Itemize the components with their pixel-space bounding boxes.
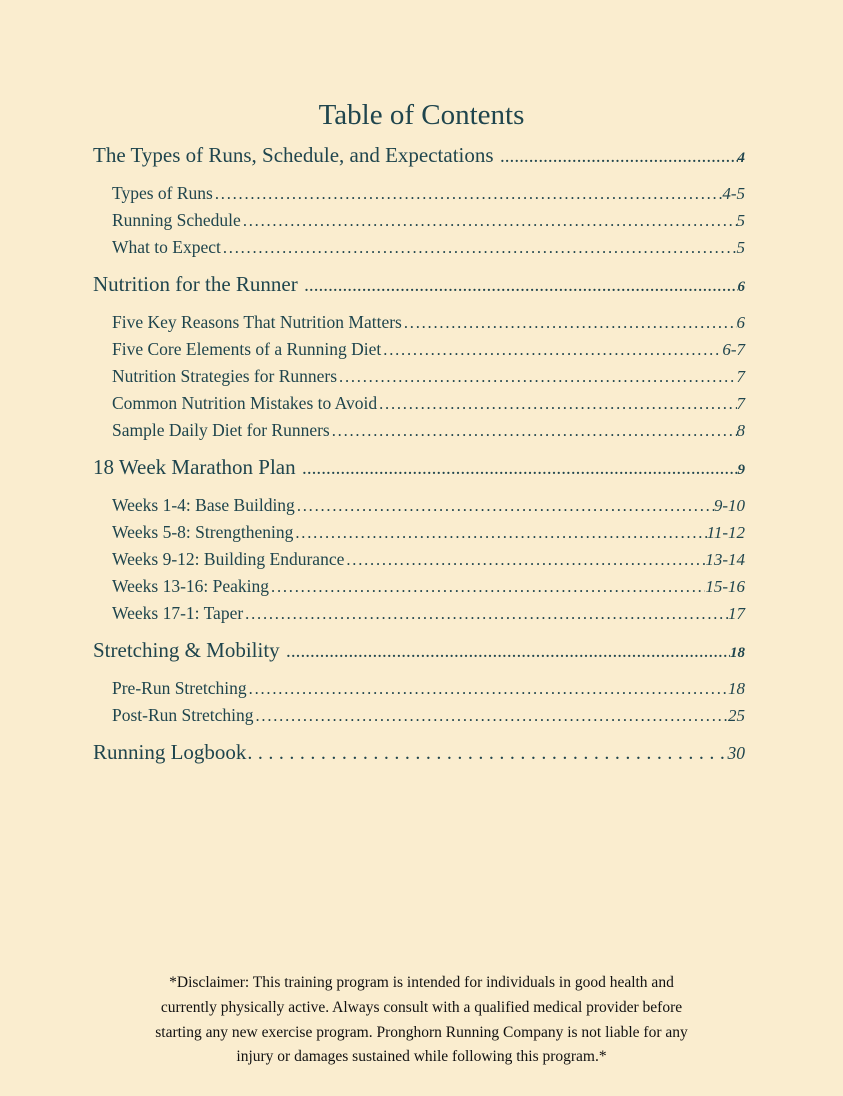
toc-section-label: Nutrition for the Runner: [93, 272, 298, 296]
toc-item-page: 5: [736, 238, 745, 257]
toc-item-label: Five Key Reasons That Nutrition Matters: [112, 312, 402, 332]
disclaimer-line: *Disclaimer: This training program is intended for individuals in good health and: [169, 974, 674, 991]
toc-item-label: Post-Run Stretching: [112, 705, 254, 725]
toc-item-row: [112, 180, 745, 207]
dot-leader: [339, 363, 736, 390]
toc-item-row: [112, 417, 745, 444]
toc-item-label: Weeks 17-1: Taper: [112, 603, 244, 623]
dot-leader: [379, 390, 736, 417]
dot-leader: [287, 637, 730, 667]
table-of-contents: [93, 142, 745, 767]
toc-section-row: [93, 739, 745, 767]
toc-item-row: [112, 309, 745, 336]
toc-item-label: Weeks 13-16: Peaking: [112, 576, 270, 596]
toc-item-row: [112, 336, 745, 363]
toc-item-page: 25: [728, 706, 745, 725]
disclaimer-line: starting any new exercise program. Pronghorn Running Company is not liable for any: [155, 1023, 688, 1041]
toc-item-page: 9-10: [713, 496, 745, 515]
toc-section-page: 18: [730, 645, 745, 661]
toc-item-page: 11-12: [706, 523, 745, 542]
toc-item-row: [112, 546, 745, 573]
dot-leader: [383, 336, 722, 363]
dot-leader: [243, 207, 737, 234]
toc-section-row: [93, 637, 745, 667]
toc-item-label: Weeks 1-4: Base Building: [112, 495, 295, 515]
toc-item-page: 6-7: [722, 340, 745, 359]
toc-item-label: Nutrition Strategies for Runners: [112, 366, 338, 386]
toc-item-label: Running Schedule: [112, 210, 241, 230]
dot-leader: [303, 454, 738, 484]
toc-item-row: [112, 390, 745, 417]
dot-leader: [346, 546, 705, 573]
toc-item-row: [112, 207, 745, 234]
toc-item-page: 7: [736, 367, 745, 386]
toc-item-label: Sample Daily Diet for Runners: [112, 420, 330, 440]
toc-item-row: [112, 573, 745, 600]
dot-leader: [245, 600, 728, 627]
toc-item-row: [112, 234, 745, 261]
toc-item-page: 13-14: [705, 550, 745, 569]
dot-leader: [249, 675, 728, 702]
dot-leader: [305, 271, 738, 301]
toc-item-page: 15-16: [705, 577, 745, 596]
dot-leader: [223, 234, 737, 261]
toc-subitem-list: [93, 492, 745, 627]
dot-leader: [297, 492, 714, 519]
toc-item-label: What to Expect: [112, 237, 221, 257]
toc-item-row: [112, 492, 745, 519]
dot-leader: [332, 417, 737, 444]
dot-leader: [295, 519, 706, 546]
dot-leader: [247, 739, 727, 767]
page-title: Table of Contents: [318, 99, 525, 131]
toc-subitem-list: [93, 309, 745, 444]
dot-leader: [255, 702, 728, 729]
toc-section-row: [93, 142, 745, 172]
toc-item-page: 4-5: [722, 184, 745, 203]
toc-section-label: The Types of Runs, Schedule, and Expectations: [93, 143, 494, 167]
toc-item-page: 6: [736, 313, 745, 332]
toc-subitem-list: [93, 180, 745, 261]
toc-item-row: [112, 519, 745, 546]
toc-section-row: [93, 271, 745, 301]
disclaimer-line: injury or damages sustained while following this program.*: [236, 1048, 607, 1066]
toc-section-label: Running Logbook: [93, 740, 247, 764]
toc-section-page: 30: [727, 743, 745, 763]
toc-item-page: 18: [728, 679, 745, 698]
toc-item-page: 5: [736, 211, 745, 230]
toc-item-row: [112, 675, 745, 702]
toc-item-label: Five Core Elements of a Running Diet: [112, 339, 382, 359]
toc-item-page: 8: [736, 421, 745, 440]
toc-item-label: Common Nutrition Mistakes to Avoid: [112, 393, 378, 413]
toc-item-label: Weeks 9-12: Building Endurance: [112, 549, 345, 569]
toc-subitem-list: [93, 675, 745, 729]
toc-item-label: Types of Runs: [112, 183, 213, 203]
toc-item-label: Weeks 5-8: Strengthening: [112, 522, 294, 542]
toc-item-label: Pre-Run Stretching: [112, 678, 247, 698]
disclaimer: [0, 971, 843, 1070]
toc-item-page: 17: [728, 604, 745, 623]
toc-section-row: [93, 454, 745, 484]
toc-item-page: 7: [736, 394, 745, 413]
dot-leader: [271, 573, 705, 600]
toc-item-row: [112, 363, 745, 390]
disclaimer-line: currently physically active. Always consult with a qualified medical provider before: [160, 998, 683, 1016]
toc-section-label: Stretching & Mobility: [93, 638, 280, 662]
toc-item-row: [112, 702, 745, 729]
toc-section-page: 6: [737, 279, 745, 295]
toc-section-page: 9: [737, 462, 745, 478]
dot-leader: [215, 180, 722, 207]
toc-item-row: [112, 600, 745, 627]
dot-leader: [404, 309, 737, 336]
toc-section-label: 18 Week Marathon Plan: [93, 455, 296, 479]
dot-leader: [501, 142, 738, 172]
toc-section-page: 4: [737, 150, 745, 166]
